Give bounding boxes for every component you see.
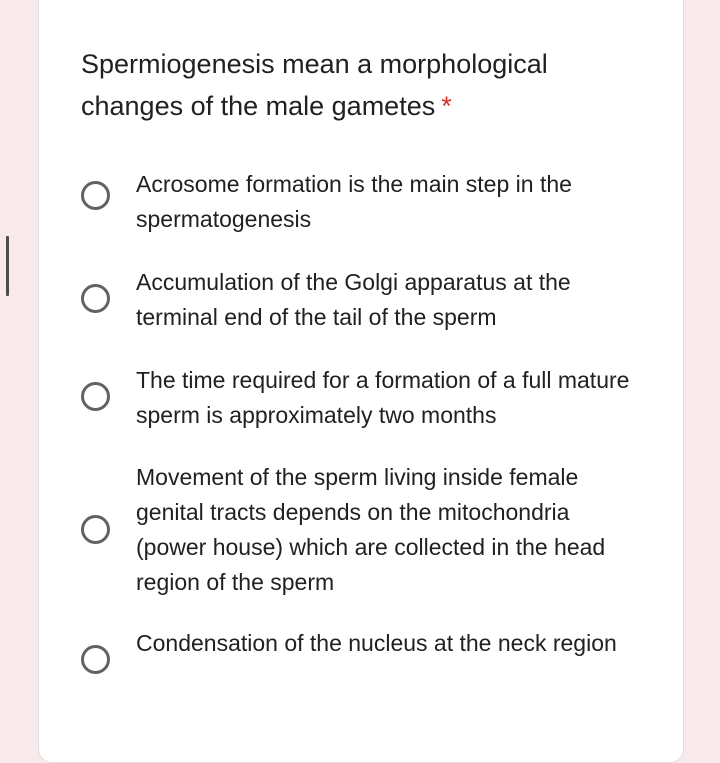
radio-button-icon[interactable]: [81, 284, 110, 313]
option-label: Acrosome formation is the main step in the spermatogenesis: [136, 171, 572, 232]
radio-button-icon[interactable]: [81, 382, 110, 411]
option-label: Accumulation of the Golgi apparatus at the terminal end of the tail of the sperm: [136, 269, 571, 330]
radio-button-icon[interactable]: [81, 181, 110, 210]
question-card: [38, 0, 684, 763]
option-label: Movement of the sperm living inside female genital tracts depends on the mitochondria (power house) which are collected in the head region of the sperm: [136, 464, 606, 595]
question-text: Spermiogenesis mean a morphological changes of the male gametes: [81, 49, 548, 121]
radio-button-icon[interactable]: [81, 515, 110, 544]
option-label: Condensation of the nucleus at the neck region: [136, 630, 617, 656]
question-title: [81, 43, 641, 127]
required-asterisk: *: [441, 91, 452, 121]
scrollbar-thumb[interactable]: [6, 236, 9, 296]
option-label: The time required for a formation of a full mature sperm is approximately two months: [136, 367, 630, 428]
radio-button-icon[interactable]: [81, 645, 110, 674]
